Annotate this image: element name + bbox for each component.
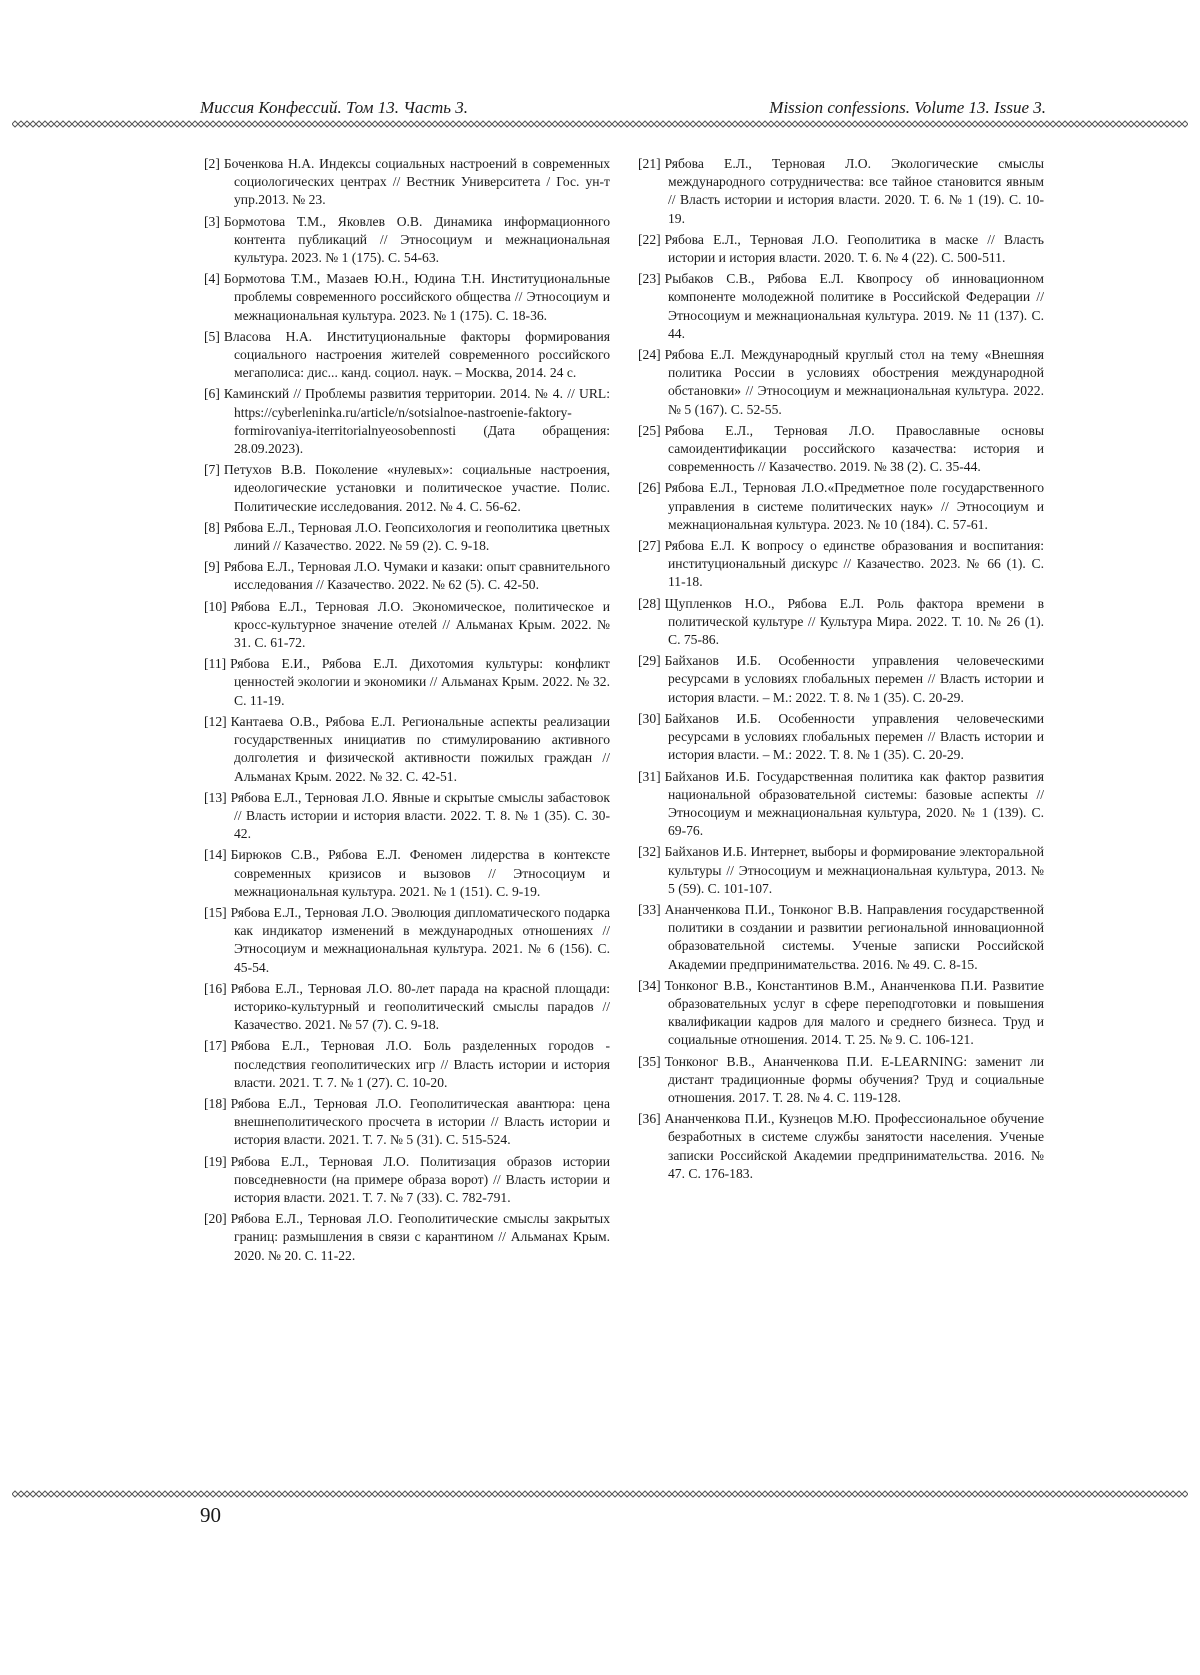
reference-item xyxy=(204,598,610,653)
reference-number: [22] xyxy=(638,231,661,247)
reference-item xyxy=(638,537,1044,592)
reference-number: [31] xyxy=(638,768,661,784)
reference-item xyxy=(204,385,610,458)
reference-number: [33] xyxy=(638,901,661,917)
reference-number: [11] xyxy=(204,656,227,672)
reference-text: Рябова Е.Л., Терновая Л.О.«Предметное поле государственного управления в системе политических наук» // Этносоциум и межнациональная культура. 2023. № 10 (184). С. 57-61. xyxy=(664,480,1044,532)
reference-item xyxy=(638,768,1044,841)
reference-item xyxy=(204,270,610,325)
reference-number: [32] xyxy=(638,844,661,860)
reference-text: Боченкова Н.А. Индексы социальных настроений в современных социологических центрах // Вестник Университета / Гос. ун-т упр.2013. № 23. xyxy=(223,156,610,208)
reference-text: Рябова Е.И., Рябова Е.Л. Дихотомия культуры: конфликт ценностей экологии и экономики // Альманах Крым. 2022. № 32. С. 11-19. xyxy=(230,656,610,708)
reference-text: Рябова Е.Л., Терновая Л.О. Экологические смыслы международного сотрудничества: все тайное становится явным // Власть истории и история власти. 2020. Т. 6. № 1 (19). С. 10-19. xyxy=(664,156,1044,226)
reference-number: [15] xyxy=(204,904,227,920)
reference-number: [35] xyxy=(638,1053,661,1069)
reference-item xyxy=(638,155,1044,228)
reference-text: Рябова Е.Л., Терновая Л.О. Явные и скрытые смыслы забастовок // Власть истории и история власти. 2022. Т. 8. № 1 (35). С. 30-42. xyxy=(230,789,610,842)
reference-item xyxy=(204,846,610,901)
running-header xyxy=(200,96,1046,120)
reference-item xyxy=(204,155,610,210)
reference-text: Ананченкова П.И., Тонконог В.В. Направления государственной политики в создании и развитии региональной инновационной образовательной системы. Ученые записки Российской Академии предпринимательства. 2016. № 49. С. 8-15. xyxy=(664,901,1044,972)
reference-item xyxy=(638,270,1044,343)
reference-item xyxy=(638,652,1044,707)
reference-item xyxy=(638,1110,1044,1183)
reference-number: [12] xyxy=(204,713,227,729)
journal-title-ru: Миссия Конфессий. Том 13. Часть 3. xyxy=(200,98,469,117)
reference-item xyxy=(204,558,610,594)
reference-text: Рябова Е.Л., Терновая Л.О. Чумаки и казаки: опыт сравнительного исследования // Казачество. 2022. № 62 (5). С. 42-50. xyxy=(223,559,610,593)
reference-text: Петухов В.В. Поколение «нулевых»: социальные настроения, идеологические установки и политическое участие. Полис. Политические исследования. 2012. № 4. С. 56-62. xyxy=(223,462,610,514)
reference-item xyxy=(638,901,1044,974)
reference-number: [20] xyxy=(204,1211,227,1227)
reference-text: Ананченкова П.И., Кузнецов М.Ю. Профессиональное обучение безработных в системе службы занятости населения. Ученые записки Российской Академии предпринимательства. 2016. № 47. С. 176-183. xyxy=(664,1111,1044,1181)
reference-item xyxy=(638,710,1044,765)
reference-item xyxy=(204,328,610,383)
reference-text: Рябова Е.Л., Терновая Л.О. Геополитическая авантюра: цена внешнеполитического просчета в истории // Власть истории и история власти. 2021. Т. 7. № 5 (31). С. 515-524. xyxy=(230,1095,610,1148)
reference-number: [18] xyxy=(204,1095,227,1111)
reference-number: [2] xyxy=(204,156,220,171)
reference-number: [25] xyxy=(638,422,661,438)
reference-number: [4] xyxy=(204,271,220,287)
reference-number: [7] xyxy=(204,462,220,478)
footer-ornament-rule xyxy=(12,1490,1188,1498)
reference-text: Рябова Е.Л., Терновая Л.О. Геопсихология и геополитика цветных линий // Казачество. 2022. № 59 (2). С. 9-18. xyxy=(223,519,610,554)
reference-item xyxy=(204,461,610,516)
reference-text: Рябова Е.Л., Терновая Л.О. Экономическое, политическое и кросс-культурное значение отелей // Альманах Крым. 2022. № 31. С. 61-72. xyxy=(230,598,610,651)
page-number: 90 xyxy=(200,1503,221,1527)
reference-text: Рябова Е.Л., Терновая Л.О. Эволюция дипломатического подарка как индикатор изменений в международных отношениях // Этносоциум и межнациональная культура. 2021. № 6 (156). С. 45-54. xyxy=(230,904,610,975)
reference-number: [34] xyxy=(638,977,661,993)
reference-item xyxy=(204,904,610,977)
reference-number: [24] xyxy=(638,347,661,363)
reference-number: [23] xyxy=(638,271,661,287)
references-column-right xyxy=(638,155,1044,1186)
reference-number: [6] xyxy=(204,386,220,402)
reference-number: [21] xyxy=(638,156,661,171)
reference-item xyxy=(204,1153,610,1208)
reference-text: Байханов И.Б. Интернет, выборы и формирование электоральной культуры // Этносоциум и межнациональная культура, 2013. № 5 (59). С. 101-107. xyxy=(664,844,1044,896)
reference-number: [5] xyxy=(204,328,220,344)
references-column-left xyxy=(204,155,610,1268)
reference-text: Бормотова Т.М., Яковлев О.В. Динамика информационного контента публикаций // Этносоциум и межнациональная культура. 2023. № 1 (175). С. 54-63. xyxy=(223,213,610,266)
reference-number: [30] xyxy=(638,710,661,726)
reference-item xyxy=(204,1210,610,1265)
reference-text: Рябова Е.Л., Терновая Л.О. 80-лет парада на красной площади: историко-культурный и геополитический смыслы парадов // Казачество. 2021. № 57 (7). С. 9-18. xyxy=(230,980,610,1033)
reference-number: [36] xyxy=(638,1111,661,1127)
reference-number: [13] xyxy=(204,789,227,805)
reference-item xyxy=(204,980,610,1035)
reference-text: Рыбаков С.В., Рябова Е.Л. Квопросу об инновационном компоненте молодежной политике в Российской Федерации // Этносоциум и межнациональная культура. 2019. № 11 (137). С. 44. xyxy=(664,271,1044,341)
reference-item xyxy=(638,977,1044,1050)
reference-text: Бормотова Т.М., Мазаев Ю.Н., Юдина Т.Н. Институциональные проблемы современного российского общества // Этносоциум и межнациональная культура. 2023. № 1 (175). С. 18-36. xyxy=(223,271,610,323)
reference-number: [9] xyxy=(204,559,220,575)
reference-text: Байханов И.Б. Государственная политика как фактор развития национальной образовательной системы: базовые аспекты // Этносоциум и межнациональная культура, 2020. № 1 (139). С. 69-76. xyxy=(664,768,1044,839)
reference-number: [29] xyxy=(638,653,661,669)
reference-item xyxy=(204,789,610,844)
reference-number: [27] xyxy=(638,538,661,554)
reference-text: Кантаева О.В., Рябова Е.Л. Региональные аспекты реализации государственных инициатив по стимулированию активного долголетия и физической активности пожилых граждан // Альманах Крым. 2022. № 32. С. 42-51. xyxy=(230,713,610,784)
reference-item xyxy=(638,1053,1044,1108)
reference-number: [16] xyxy=(204,980,227,996)
reference-text: Байханов И.Б. Особенности управления человеческими ресурсами в условиях глобальных перемен // Власть истории и история власти. – М.: 2022. Т. 8. № 1 (35). С. 20-29. xyxy=(664,653,1044,705)
reference-text: Каминский // Проблемы развития территории. 2014. № 4. // URL: https://cyberleninka.ru/article/n/sotsialnoe-nastroenie-faktory-formirovaniya-iterritorialnyeosobennosti (Дата обращения: 28.09.2023). xyxy=(223,386,610,457)
reference-text: Щупленков Н.О., Рябова Е.Л. Роль фактора времени в политической культуре // Культура Мира. 2022. Т. 10. № 26 (1). С. 75-86. xyxy=(664,595,1044,648)
reference-item xyxy=(638,843,1044,898)
reference-text: Тонконог В.В., Константинов В.М., Ананченкова П.И. Развитие образовательных услуг в сфере переподготовки и повышения квалификации кадров для малого и среднего бизнеса. Труд и социальные отношения. 2014. Т. 25. № 9. С. 106-121. xyxy=(664,977,1044,1048)
reference-text: Байханов И.Б. Особенности управления человеческими ресурсами в условиях глобальных перемен // Власть истории и история власти. – М.: 2022. Т. 8. № 1 (35). С. 20-29. xyxy=(664,710,1044,763)
reference-text: Рябова Е.Л. Международный круглый стол на тему «Внешняя политика России в условиях обострения международной обстановки» // Этносоциум и межнациональная культура. 2022. № 5 (167). С. 52-55. xyxy=(664,347,1044,417)
reference-number: [17] xyxy=(204,1038,227,1054)
reference-item xyxy=(204,1095,610,1150)
reference-text: Рябова Е.Л., Терновая Л.О. Политизация образов истории повседневности (на примере образа ворот) // Власть истории и история власти. 2021. Т. 7. № 7 (33). С. 782-791. xyxy=(230,1153,610,1205)
journal-title-en: Mission confessions. Volume 13. Issue 3. xyxy=(769,98,1046,117)
reference-text: Рябова Е.Л., Терновая Л.О. Геополитика в маске // Власть истории и история власти. 2020. Т. 6. № 4 (22). С. 500-511. xyxy=(664,231,1044,266)
reference-item xyxy=(638,422,1044,477)
reference-item xyxy=(204,655,610,710)
reference-number: [26] xyxy=(638,480,661,496)
reference-text: Бирюков С.В., Рябова Е.Л. Феномен лидерства в контексте современных кризисов и вызовов // Этносоциум и межнациональная культура. 2021. № 1 (151). С. 9-19. xyxy=(230,847,610,899)
reference-item xyxy=(638,346,1044,419)
header-ornament-rule xyxy=(12,120,1188,128)
reference-number: [8] xyxy=(204,519,220,535)
reference-item xyxy=(204,213,610,268)
reference-item xyxy=(204,713,610,786)
reference-text: Рябова Е.Л., Терновая Л.О. Боль разделенных городов - последствия геополитических игр // Власть истории и история власти. 2021. Т. 7. № 1 (27). С. 10-20. xyxy=(230,1038,610,1090)
reference-item xyxy=(204,1037,610,1092)
reference-item xyxy=(638,231,1044,267)
reference-number: [3] xyxy=(204,213,220,229)
reference-item xyxy=(638,595,1044,650)
reference-number: [19] xyxy=(204,1153,227,1169)
reference-item xyxy=(638,479,1044,534)
reference-text: Власова Н.А. Институциональные факторы формирования социального настроения жителей современного российского мегаполиса: дис... канд. социол. наук. – Москва, 2014. 24 с. xyxy=(223,328,610,381)
reference-text: Рябова Е.Л. К вопросу о единстве образования и воспитания: институциональный дискурс // Казачество. 2023. № 66 (1). С. 11-18. xyxy=(664,538,1044,590)
reference-text: Рябова Е.Л., Терновая Л.О. Православные основы самоидентификации российского казачества: история и современность // Казачество. 2019. № 38 (2). С. 35-44. xyxy=(664,422,1044,475)
reference-number: [14] xyxy=(204,847,227,863)
reference-number: [10] xyxy=(204,598,227,614)
reference-text: Тонконог В.В., Ананченкова П.И. E-LEARNING: заменит ли дистант традиционные формы обучения? Труд и социальные отношения. 2017. Т. 28. № 4. С. 119-128. xyxy=(664,1053,1044,1105)
reference-number: [28] xyxy=(638,595,661,611)
reference-text: Рябова Е.Л., Терновая Л.О. Геополитические смыслы закрытых границ: размышления в связи с карантином // Альманах Крым. 2020. № 20. С. 11-22. xyxy=(230,1211,610,1263)
reference-item xyxy=(204,519,610,555)
